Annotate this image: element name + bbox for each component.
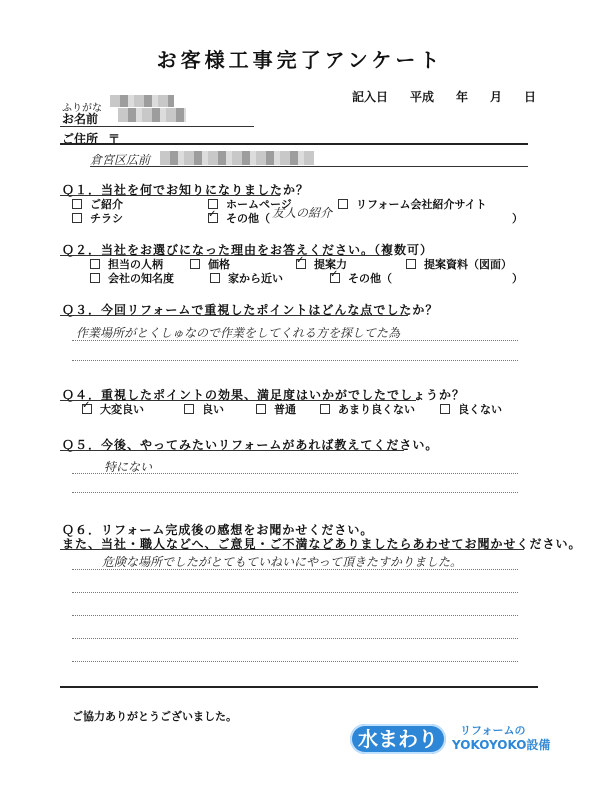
option-label: 家から近い [228, 272, 283, 285]
checkbox-checked[interactable] [208, 213, 218, 223]
date-month: 月 [490, 90, 503, 104]
q1-close-paren: ） [512, 212, 523, 225]
checkbox[interactable] [338, 199, 348, 209]
address-handwritten: 倉宮区広前 [90, 153, 151, 167]
option-label: リフォーム会社紹介サイト [356, 198, 487, 211]
checkbox[interactable] [184, 404, 194, 414]
q5-answer-handwritten[interactable]: 特にない [104, 460, 153, 474]
logo-line-1: リフォームの [460, 724, 526, 737]
date-year: 年 [456, 90, 469, 104]
checkbox[interactable] [406, 259, 416, 269]
checkbox[interactable] [72, 213, 82, 223]
answer-line [72, 473, 518, 474]
checkbox[interactable] [440, 404, 450, 414]
logo-main-badge [350, 724, 446, 754]
answer-line [72, 661, 518, 662]
q6-underline [60, 549, 524, 550]
q1-other-handwritten: 友人の紹介 [272, 206, 333, 220]
page-title: お客様工事完了アンケート [156, 48, 444, 72]
address-label: ご住所 [62, 132, 99, 146]
option-label: ホームページ [226, 198, 292, 211]
bottom-rule [60, 686, 538, 688]
option-label: 価格 [208, 258, 230, 271]
checkbox[interactable] [256, 404, 266, 414]
option-label: その他（ [348, 272, 392, 285]
footer-thanks: ご協力ありがとうございました。 [72, 710, 237, 723]
q3-answer-handwritten[interactable]: 作業場所がとくしゅなので作業をしてくれる方を探してた為 [76, 326, 401, 340]
q4-option-good[interactable] [184, 401, 224, 417]
checkbox-checked[interactable] [296, 259, 306, 269]
q3-underline [60, 315, 408, 316]
q1-option-flyer[interactable] [72, 210, 123, 226]
address-top-rule [60, 143, 528, 145]
option-label: 大変良い [100, 403, 144, 416]
q1-question: Ｑ１．当社を何でお知りになりましたか？ [62, 183, 310, 197]
q6-answer-handwritten[interactable]: 危険な場所でしたがとてもていねいにやって頂きたすかりました。 [102, 555, 463, 569]
checkbox[interactable] [208, 199, 218, 209]
q4-option-not-good[interactable] [320, 401, 415, 417]
name-label: お名前 [62, 112, 99, 126]
checkbox[interactable] [90, 273, 100, 283]
q2-option-materials[interactable] [406, 256, 512, 272]
option-label: 提案資料（図面） [424, 258, 512, 271]
redacted-name [118, 108, 186, 122]
option-label: 良い [202, 403, 224, 416]
q2-option-nearby[interactable] [210, 270, 283, 286]
q2-close-paren: ） [512, 272, 523, 285]
q5-underline [60, 450, 404, 451]
q4-option-bad[interactable] [440, 401, 502, 417]
address-underline [90, 166, 528, 167]
q2-question: Ｑ２．当社をお選びになった理由をお答えください。（複数可） [62, 243, 434, 257]
option-label: あまり良くない [338, 403, 415, 416]
q3-question: Ｑ３．今回リフォームで重視したポイントはどんな点でしたか？ [62, 303, 439, 317]
postal-mark: 〒 [108, 132, 121, 146]
option-label: 普通 [274, 403, 296, 416]
checkbox[interactable] [90, 259, 100, 269]
q2-option-other[interactable] [330, 270, 392, 286]
q2-option-reputation[interactable] [90, 270, 174, 286]
q4-option-neutral[interactable] [256, 401, 296, 417]
q1-option-referral-site[interactable] [338, 196, 487, 212]
option-label: その他（ [226, 212, 270, 225]
checkbox[interactable] [320, 404, 330, 414]
option-label: 提案力 [314, 258, 347, 271]
option-label: 良くない [458, 403, 502, 416]
checkbox[interactable] [72, 199, 82, 209]
date-label: 記入日 [352, 90, 389, 104]
option-label: チラシ [90, 212, 123, 225]
furigana-label: ふりがな [62, 103, 102, 114]
q4-option-very-good[interactable] [82, 401, 144, 417]
option-label: ご紹介 [90, 198, 123, 211]
option-label: 担当の人柄 [108, 258, 163, 271]
answer-line [72, 638, 518, 639]
name-underline [60, 126, 254, 127]
redacted-furigana [110, 95, 174, 107]
answer-line [72, 569, 518, 570]
logo-main-text: 水まわり [358, 727, 438, 751]
checkbox-checked[interactable] [82, 404, 92, 414]
q4-question: Ｑ４．重視したポイントの効果、満足度はいかがでしたでしょうか？ [62, 388, 466, 402]
option-label: 会社の知名度 [108, 272, 174, 285]
q1-option-other[interactable] [208, 210, 270, 226]
logo-line-2: YOKOYOKO設備 [452, 738, 551, 752]
q5-question: Ｑ５．今後、やってみたいリフォームがあれば教えてください。 [62, 438, 439, 452]
q6-question: Ｑ６．リフォーム完成後の感想をお聞かせください。 [62, 523, 374, 537]
checkbox[interactable] [210, 273, 220, 283]
answer-line [72, 340, 518, 341]
company-logo [350, 722, 572, 756]
checkbox-checked[interactable] [330, 273, 340, 283]
redacted-address [160, 151, 314, 165]
q6-question-2: また、当社・職人などへ、ご意見・ご不満などありましたらあわせてお聞かせください。 [62, 537, 582, 551]
answer-line [72, 615, 518, 616]
answer-line [72, 592, 518, 593]
date-era: 平成 [410, 90, 435, 104]
answer-line [72, 492, 518, 493]
date-day: 日 [524, 90, 537, 104]
answer-line [72, 360, 518, 361]
checkbox[interactable] [190, 259, 200, 269]
